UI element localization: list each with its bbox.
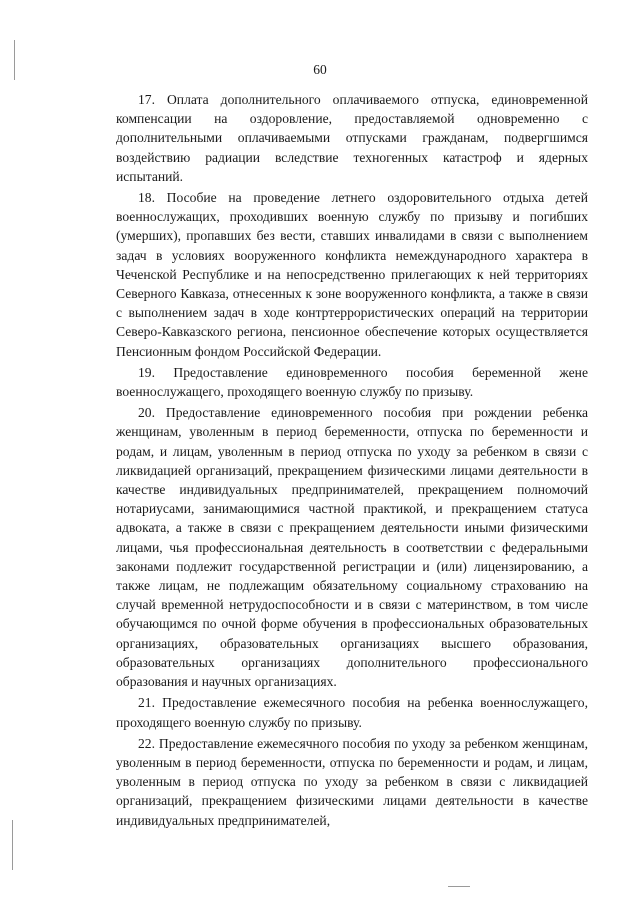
paragraph-19: 19. Предоставление единовременного пособия беременной жене военнослужащего, проходящего военную службу по призыву. (116, 364, 588, 400)
page-number: 60 (313, 62, 327, 77)
scan-mark-left-bottom (12, 820, 13, 870)
scan-mark-left-top (14, 40, 15, 80)
document-body (116, 90, 588, 832)
paragraph-20: 20. Предоставление единовременного пособия при рождении ребенка женщинам, уволенным в период беременности, отпуска по беременности и родам, и лицам, уволенным в период отпуска по уходу за ребенком в связи с ликвидацией организаций, прекращением физическими лицами деятельности в качестве индивидуальных предпринимателей, прекращением полномочий нотариусами, занимающимися частной практикой, и прекращением статуса адвоката, а также в связи с прекращением деятельности иными физическими лицами, чья профессиональная деятельность в соответствии с федеральными законами подлежит государственной регистрации и (или) лицензированию, а также лицам, не подлежащим обязательному социальному страхованию на случай временной нетрудоспособности и в связи с материнством, в том числе обучающимся по очной форме обучения в профессиональных образовательных организациях, образовательных организациях высшего образования, образовательных организациях дополнительного профессионального образования и научных организациях. (116, 405, 588, 690)
paragraph-17: 17. Оплата дополнительного оплачиваемого отпуска, единовременной компенсации на оздоровление, предоставляемой одновременно с дополнительными оплачиваемыми отпусками гражданам, подвергшимся воздействию радиации вследствие техногенных катастроф и ядерных испытаний. (116, 92, 588, 184)
scan-mark-bottom (448, 886, 470, 887)
paragraph-21: 21. Предоставление ежемесячного пособия на ребенка военнослужащего, проходящего военную службу по призыву. (116, 695, 588, 730)
paragraph-18: 18. Пособие на проведение летнего оздоровительного отдыха детей военнослужащих, проходивших военную службу по призыву и погибших (умерших), пропавших без вести, ставших инвалидами в связи с выполнением задач в условиях вооруженного конфликта немеждународного характера в Чеченской Республике и на непосредственно прилегающих к ней территориях Северного Кавказа, отнесенных к зоне вооруженного конфликта, а также в связи с выполнением задач в ходе контртеррористических операций на территории Северо-Кавказского региона, пенсионное обеспечение которых осуществляется Пенсионным фондом Российской Федерации. (116, 190, 588, 359)
paragraph-22: 22. Предоставление ежемесячного пособия по уходу за ребенком женщинам, уволенным в период беременности, отпуска по беременности и родам, и лицам, уволенным в период отпуска по уходу за ребенком в связи с ликвидацией организаций, прекращением физическими лицами деятельности в качестве индивидуальных предпринимателей, (116, 735, 588, 828)
